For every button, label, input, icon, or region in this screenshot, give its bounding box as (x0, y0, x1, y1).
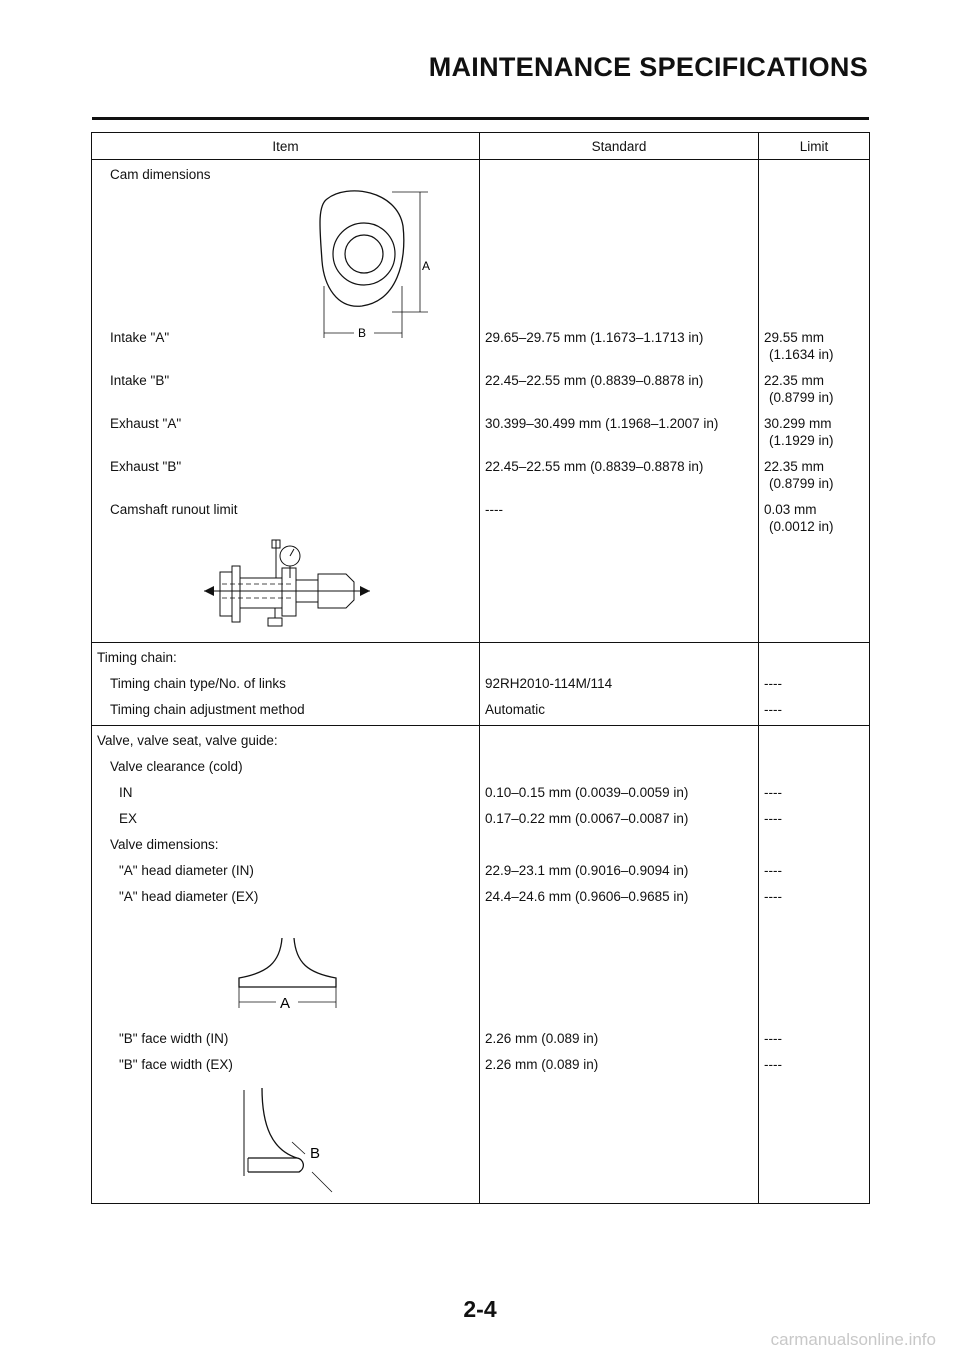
valve-head-limit: ---- (764, 889, 782, 904)
valve-dimensions-heading: Valve dimensions: (110, 837, 219, 852)
table-row (92, 409, 870, 452)
cam-standard: 22.45–22.55 mm (0.8839–0.8878 in) (485, 373, 704, 388)
valve-clearance-limit: ---- (764, 785, 782, 800)
valve-head-standard: 24.4–24.6 mm (0.9606–0.9685 in) (485, 889, 689, 904)
figure-row (92, 1076, 870, 1204)
column-header-item: Item (92, 133, 480, 160)
column-header-standard: Standard (480, 133, 759, 160)
valve-face-standard: 2.26 mm (0.089 in) (485, 1057, 599, 1072)
valve-face-item: "B" face width (EX) (119, 1057, 233, 1072)
page-number: 2-4 (463, 1296, 497, 1322)
timing-chain-item: Timing chain type/No. of links (110, 676, 286, 691)
table-row (92, 882, 870, 908)
cam-limit: 22.35 mm (0.8799 in) (764, 373, 834, 405)
figure-row (92, 186, 870, 323)
table-row (92, 856, 870, 882)
cam-item: Exhaust "B" (110, 459, 182, 474)
valve-head-item: "A" head diameter (IN) (119, 863, 254, 878)
table-row (92, 452, 870, 495)
table-row (92, 495, 870, 538)
timing-chain-heading: Timing chain: (97, 650, 177, 665)
valve-clearance-item: EX (119, 811, 138, 826)
valve-face-standard: 2.26 mm (0.089 in) (485, 1031, 599, 1046)
watermark: carmanualsonline.info (770, 1330, 936, 1349)
valve-face-label-b: B (310, 1145, 321, 1162)
cam-limit: 22.35 mm (0.8799 in) (764, 459, 834, 491)
valve-head-standard: 22.9–23.1 mm (0.9016–0.9094 in) (485, 863, 689, 878)
cam-standard: 30.399–30.499 mm (1.1968–1.2007 in) (485, 416, 719, 431)
table-row (92, 726, 870, 753)
valve-clearance-standard: 0.10–0.15 mm (0.0039–0.0059 in) (485, 785, 689, 800)
valve-clearance-item: IN (119, 785, 133, 800)
table-row (92, 830, 870, 856)
cam-item: Intake "B" (110, 373, 170, 388)
camshaft-runout-diagram (92, 538, 480, 642)
cam-standard: 22.45–22.55 mm (0.8839–0.8878 in) (485, 459, 704, 474)
table-row (92, 1050, 870, 1076)
table-row (92, 366, 870, 409)
cam-limit: 29.55 mm (1.1634 in) (764, 330, 834, 362)
table-row (92, 643, 870, 670)
table-row (92, 695, 870, 726)
figure-row (92, 908, 870, 1024)
valve-heading: Valve, valve seat, valve guide: (97, 733, 278, 748)
valve-head-diagram (92, 908, 480, 1024)
timing-chain-standard: 92RH2010-114M/114 (485, 676, 613, 691)
table-row (92, 1024, 870, 1050)
valve-clearance-standard: 0.17–0.22 mm (0.0067–0.0087 in) (485, 811, 689, 826)
table-row (92, 804, 870, 830)
timing-chain-limit: ---- (764, 702, 782, 717)
valve-face-item: "B" face width (IN) (119, 1031, 229, 1046)
spec-table (91, 132, 870, 1204)
timing-chain-limit: ---- (764, 676, 782, 691)
cam-label-b: B (358, 326, 367, 340)
cam-item: Exhaust "A" (110, 416, 182, 431)
table-header-row (92, 133, 870, 160)
cam-dimensions-heading: Cam dimensions (110, 167, 211, 182)
table-row (92, 160, 870, 187)
table-row (92, 778, 870, 804)
valve-face-limit: ---- (764, 1031, 782, 1046)
cam-limit: 30.299 mm (1.1929 in) (764, 416, 834, 448)
camshaft-runout-standard: ---- (485, 502, 503, 517)
figure-row (92, 538, 870, 643)
cam-standard: 29.65–29.75 mm (1.1673–1.1713 in) (485, 330, 704, 345)
table-row (92, 323, 870, 366)
timing-chain-standard: Automatic (485, 702, 546, 717)
table-row (92, 752, 870, 778)
camshaft-runout-limit: 0.03 mm (0.0012 in) (764, 502, 834, 534)
page-title: MAINTENANCE SPECIFICATIONS (428, 52, 868, 82)
valve-face-limit: ---- (764, 1057, 782, 1072)
valve-head-limit: ---- (764, 863, 782, 878)
camshaft-runout-item: Camshaft runout limit (110, 502, 238, 517)
valve-head-label-a: A (280, 995, 291, 1012)
cam-item: Intake "A" (110, 330, 170, 345)
column-header-limit: Limit (759, 133, 870, 160)
valve-head-item: "A" head diameter (EX) (119, 889, 259, 904)
table-row (92, 669, 870, 695)
valve-clearance-heading: Valve clearance (cold) (110, 759, 243, 774)
valve-face-diagram (92, 1076, 480, 1203)
title-rule (92, 117, 869, 120)
timing-chain-item: Timing chain adjustment method (110, 702, 305, 717)
valve-clearance-limit: ---- (764, 811, 782, 826)
cam-label-a: A (422, 259, 431, 273)
